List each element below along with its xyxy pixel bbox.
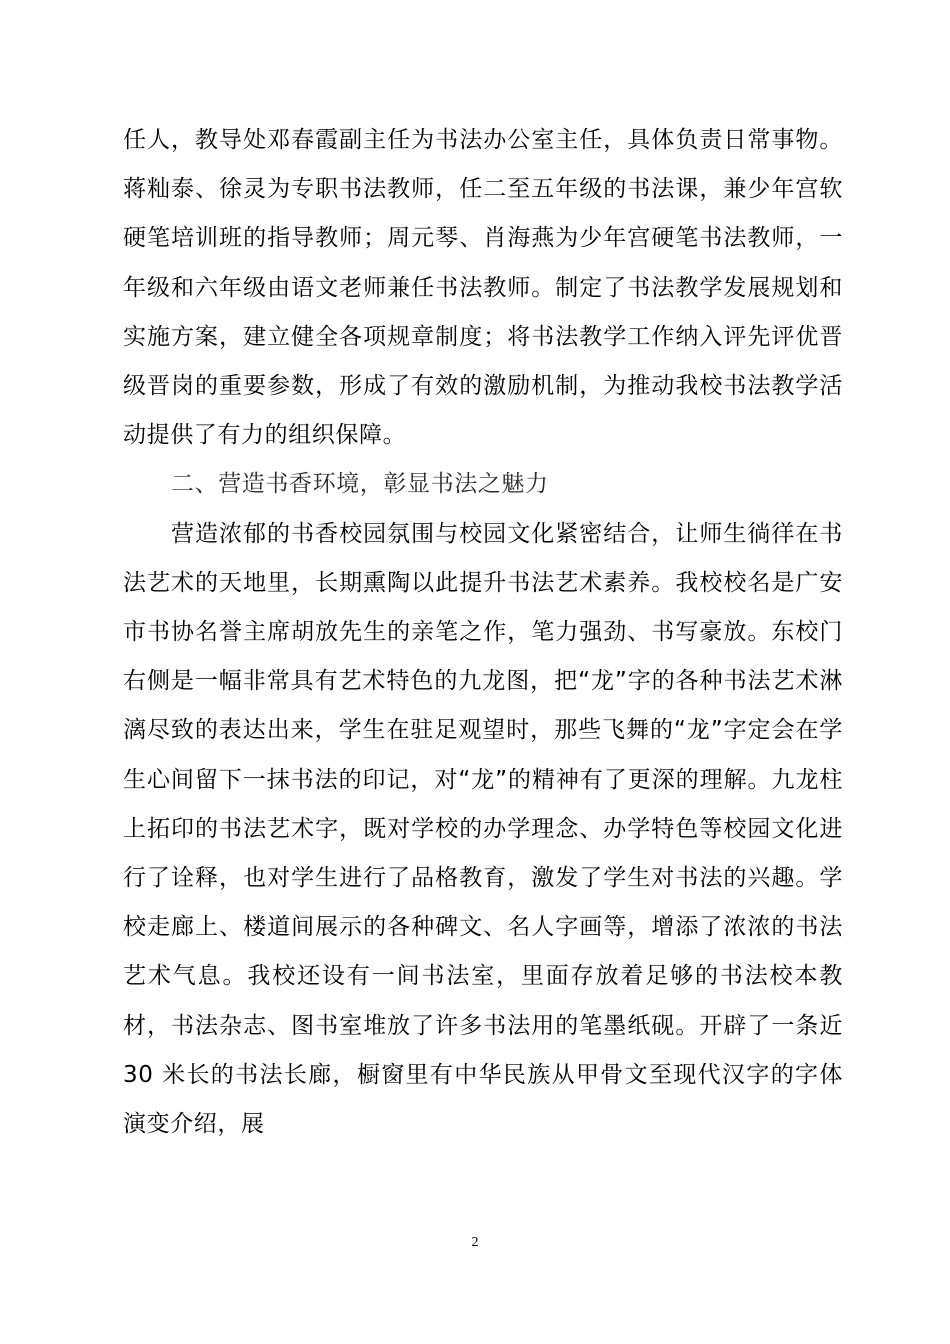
paragraph-continued: 任人，教导处邓春霞副主任为书法办公室主任，具体负责日常事物。蒋籼泰、徐灵为专职书法教师，任二至五年级的书法课，兼少年宫软硬笔培训班的指导教师；周元琴、肖海燕为少年宫硬笔书法教师，一年级和六年级由语文老师兼任书法教师。制定了书法教学发展规划和实施方案，建立健全各项规章制度；将书法教学工作纳入评先评优晋级晋岗的重要参数，形成了有效的激励机制，为推动我校书法教学活动提供了有力的组织保障。 <box>123 127 843 449</box>
page-number: 2 <box>471 1235 479 1250</box>
paragraph-campus-environment: 营造浓郁的书香校园氛围与校园文化紧密结合，让师生徜徉在书法艺术的天地里，长期熏陶以此提升书法艺术素养。我校校名是广安市书协名誉主席胡放先生的亲笔之作，笔力强劲、书写豪放。东校门右侧是一幅非常具有艺术特色的九龙图，把“龙”字的各种书法艺术淋漓尽致的表达出来，学生在驻足观望时，那些飞舞的“龙”字定会在学生心间留下一抹书法的印记，对“龙”的精神有了更深的理解。九龙柱上拓印的书法艺术字，既对学校的办学理念、办学特色等校园文化进行了诠释，也对学生进行了品格教育，激发了学生对书法的兴趣。学校走廊上、楼道间展示的各种碑文、名人字画等，增添了浓浓的书法艺术气息。我校还设有一间书法室，里面存放着足够的书法校本教材，书法杂志、图书室堆放了许多书法用的笔墨纸砚。开辟了一条近 30 米长的书法长廊，橱窗里有中华民族从甲骨文至现代汉字的字体演变介绍，展 <box>123 520 843 1138</box>
section-heading: 二、营造书香环境，彰显书法之魅力 <box>171 471 549 498</box>
document-body <box>123 116 843 1149</box>
